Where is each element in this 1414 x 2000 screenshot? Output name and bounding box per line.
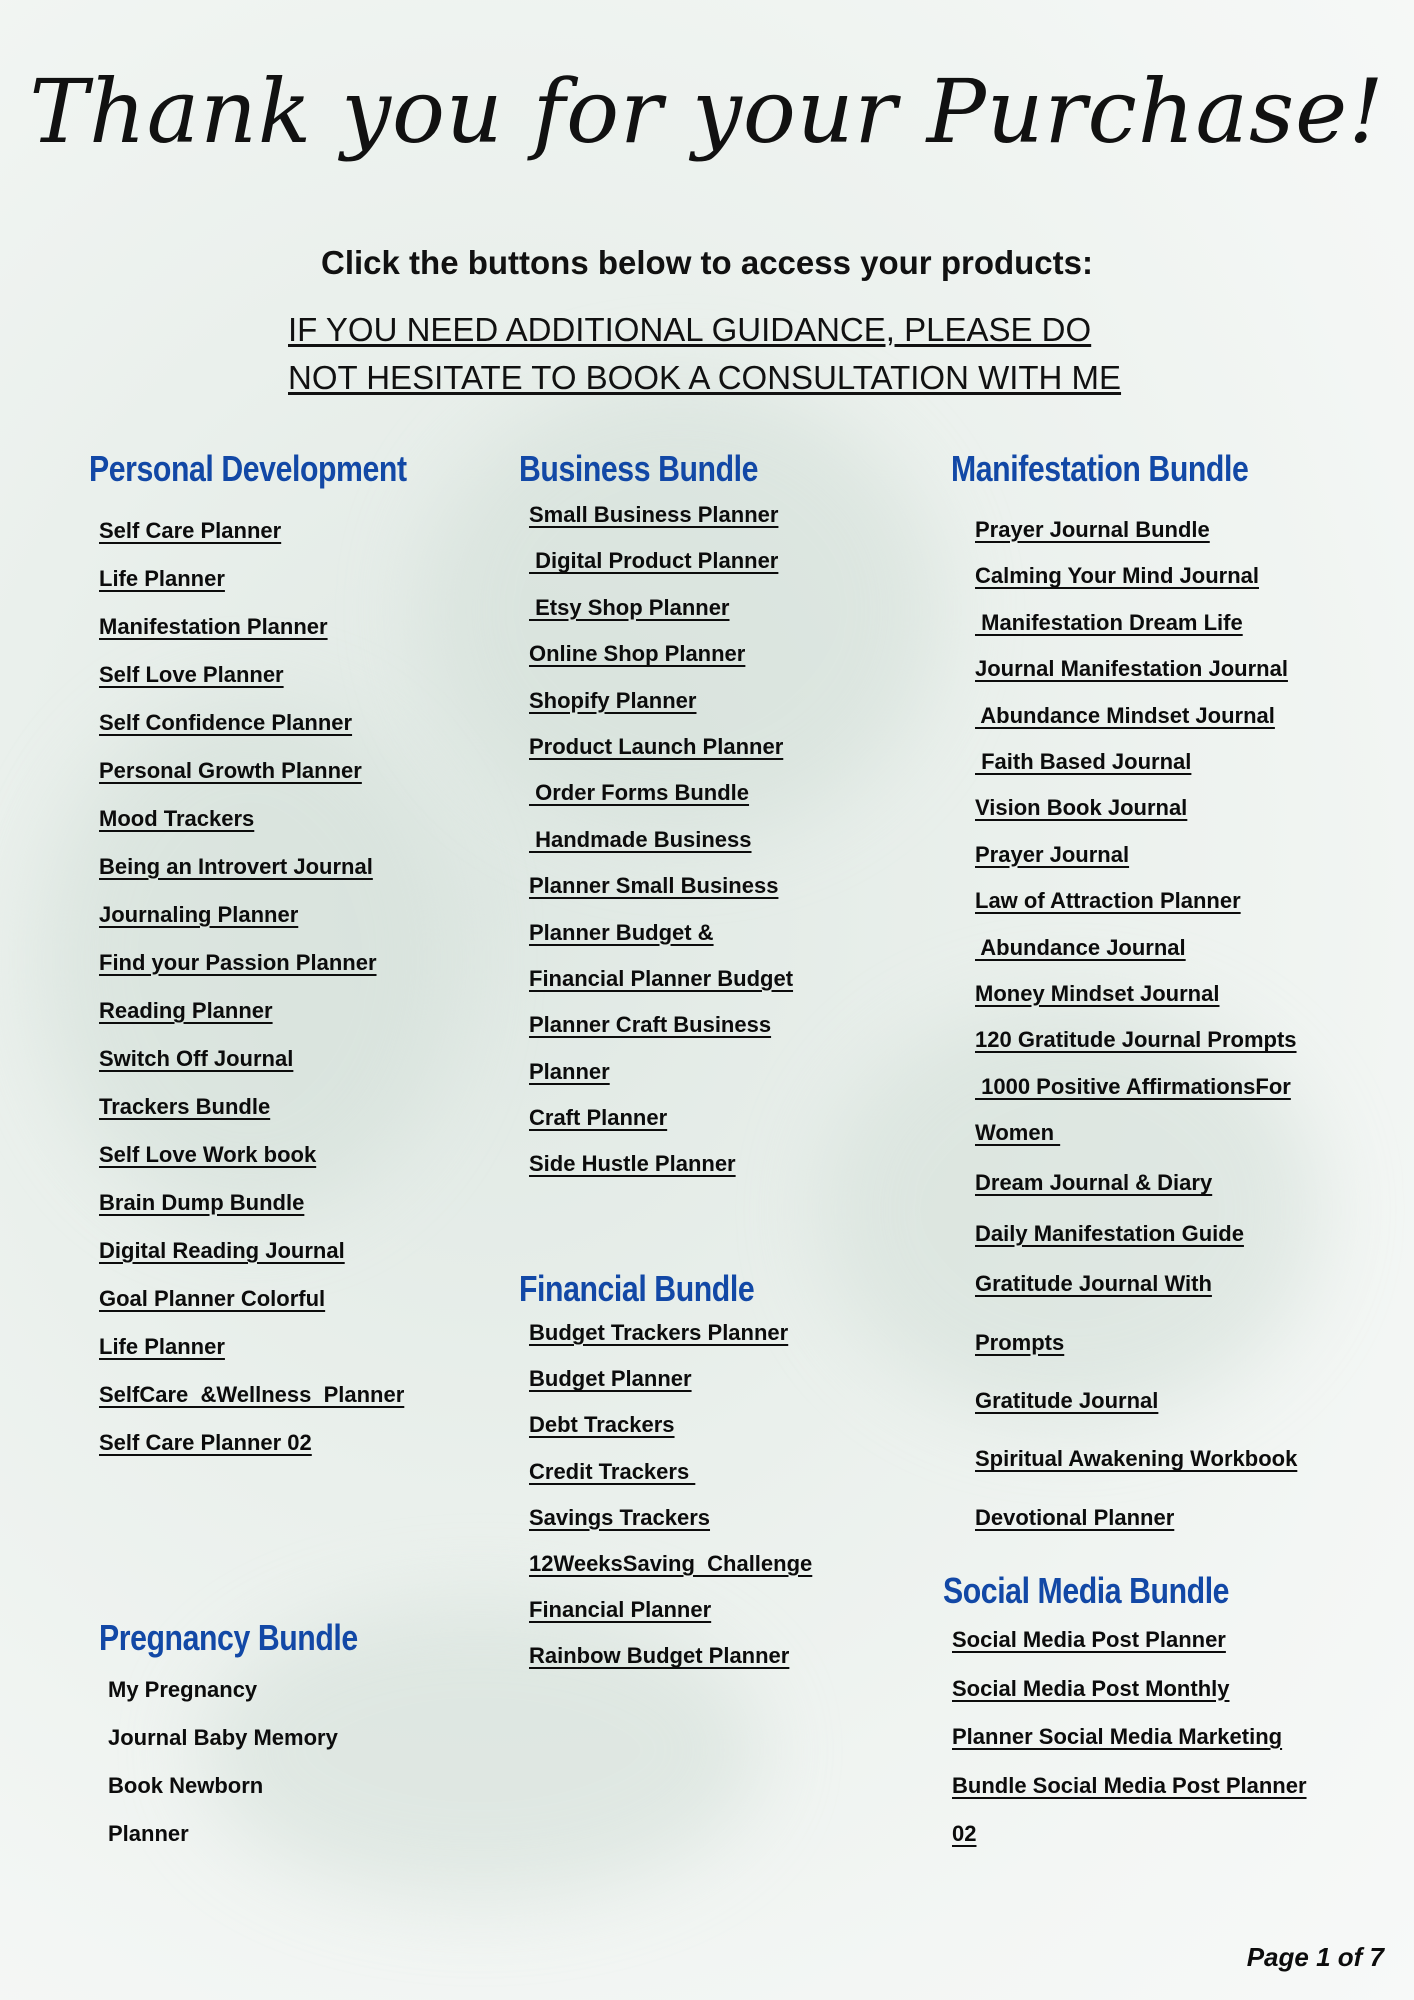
- heading-business-bundle: Business Bundle: [519, 448, 759, 489]
- product-link[interactable]: Financial Planner: [529, 1597, 712, 1623]
- product-link[interactable]: Side Hustle Planner: [529, 1151, 736, 1177]
- product-link[interactable]: Trackers Bundle: [99, 1094, 271, 1119]
- heading-manifestation-bundle: Manifestation Bundle: [951, 448, 1249, 489]
- product-link[interactable]: Shopify Planner: [529, 687, 697, 713]
- product-link[interactable]: Self Love Planner: [99, 662, 284, 687]
- heading-social-media-bundle: Social Media Bundle: [943, 1570, 1230, 1611]
- product-link[interactable]: Being an Introvert Journal: [99, 854, 373, 879]
- product-link[interactable]: 02: [952, 1821, 977, 1846]
- product-link[interactable]: Law of Attraction Planner: [975, 888, 1241, 914]
- page-title: Thank you for your Purchase!: [29, 60, 1385, 163]
- product-link[interactable]: Vision Book Journal: [975, 795, 1188, 821]
- product-link[interactable]: Prayer Journal Bundle: [975, 517, 1210, 542]
- product-label: Journal Baby Memory: [108, 1725, 338, 1750]
- product-link[interactable]: SelfCare &Wellness Planner: [99, 1382, 405, 1407]
- product-link[interactable]: Money Mindset Journal: [975, 980, 1220, 1006]
- product-link[interactable]: Prayer Journal: [975, 841, 1130, 867]
- product-link[interactable]: Budget Planner: [529, 1366, 692, 1392]
- manifestation-bundle-list: [975, 517, 1297, 1551]
- product-link[interactable]: Women: [975, 1120, 1061, 1146]
- product-link[interactable]: 1000 Positive AffirmationsFor: [975, 1073, 1291, 1099]
- financial-bundle-list: [529, 1320, 812, 1690]
- heading-pregnancy-bundle: Pregnancy Bundle: [99, 1617, 358, 1658]
- social-media-bundle-list: [952, 1627, 1307, 1870]
- product-link[interactable]: Journal Manifestation Journal: [975, 656, 1288, 682]
- product-link[interactable]: Order Forms Bundle: [529, 780, 750, 806]
- product-link[interactable]: Social Media Post Planner: [952, 1627, 1226, 1652]
- product-link[interactable]: Life Planner: [99, 1334, 225, 1359]
- product-link[interactable]: Planner Budget &: [529, 919, 714, 945]
- product-link[interactable]: Find your Passion Planner: [99, 950, 377, 975]
- product-link[interactable]: Switch Off Journal: [99, 1046, 294, 1071]
- product-link[interactable]: Devotional Planner: [975, 1504, 1175, 1530]
- product-link[interactable]: Online Shop Planner: [529, 641, 746, 667]
- product-link[interactable]: Digital Reading Journal: [99, 1238, 345, 1263]
- product-link[interactable]: Manifestation Planner: [99, 614, 328, 639]
- product-link[interactable]: Self Care Planner 02: [99, 1430, 312, 1455]
- product-link[interactable]: Financial Planner Budget: [529, 965, 794, 991]
- heading-financial-bundle: Financial Bundle: [519, 1268, 755, 1309]
- product-link[interactable]: Personal Growth Planner: [99, 758, 362, 783]
- product-link[interactable]: Etsy Shop Planner: [529, 594, 730, 620]
- product-link[interactable]: Gratitude Journal With: [975, 1271, 1212, 1297]
- business-bundle-list: [529, 502, 793, 1198]
- page-indicator: Page 1 of 7: [1246, 1942, 1384, 1972]
- product-link[interactable]: Dream Journal & Diary: [975, 1170, 1213, 1196]
- product-link[interactable]: Savings Trackers: [529, 1504, 711, 1530]
- product-link[interactable]: Abundance Journal: [975, 934, 1186, 960]
- product-link[interactable]: Product Launch Planner: [529, 733, 784, 759]
- product-link[interactable]: Faith Based Journal: [975, 748, 1192, 774]
- product-link[interactable]: Craft Planner: [529, 1105, 668, 1131]
- product-link[interactable]: Manifestation Dream Life: [975, 609, 1243, 635]
- product-link[interactable]: Handmade Business: [529, 826, 752, 852]
- product-link[interactable]: Planner Social Media Marketing: [952, 1724, 1283, 1749]
- product-link[interactable]: Planner: [529, 1058, 610, 1084]
- product-link[interactable]: Self Love Work book: [99, 1142, 317, 1167]
- product-link[interactable]: Prompts: [975, 1329, 1065, 1355]
- product-link[interactable]: 120 Gratitude Journal Prompts: [975, 1027, 1297, 1053]
- product-link[interactable]: Debt Trackers: [529, 1412, 675, 1438]
- product-link[interactable]: Daily Manifestation Guide: [975, 1220, 1244, 1246]
- product-link[interactable]: Journaling Planner: [99, 902, 299, 927]
- product-link[interactable]: Small Business Planner: [529, 502, 779, 527]
- product-link[interactable]: Rainbow Budget Planner: [529, 1643, 790, 1669]
- product-link[interactable]: 12WeeksSaving Challenge: [529, 1550, 813, 1576]
- product-link[interactable]: Spiritual Awakening Workbook: [975, 1446, 1298, 1472]
- product-link[interactable]: Budget Trackers Planner: [529, 1320, 789, 1345]
- heading-personal-development: Personal Development: [89, 448, 407, 489]
- product-link[interactable]: Gratitude Journal: [975, 1388, 1159, 1414]
- product-link[interactable]: Mood Trackers: [99, 806, 255, 831]
- product-link[interactable]: Self Confidence Planner: [99, 710, 353, 735]
- product-link[interactable]: Bundle Social Media Post Planner: [952, 1772, 1307, 1798]
- product-link[interactable]: Reading Planner: [99, 998, 273, 1023]
- product-link[interactable]: Calming Your Mind Journal: [975, 563, 1259, 589]
- product-link[interactable]: Self Care Planner: [99, 518, 282, 543]
- product-label: My Pregnancy: [108, 1677, 258, 1702]
- product-link[interactable]: Abundance Mindset Journal: [975, 702, 1275, 728]
- pregnancy-bundle-list: [108, 1677, 338, 1869]
- product-label: Book Newborn: [108, 1773, 264, 1798]
- personal-development-list: [99, 518, 404, 1478]
- consultation-link[interactable]: IF YOU NEED ADDITIONAL GUIDANCE, PLEASE DO NOT HESITATE TO BOOK A CONSULTATION WITH ME: [288, 311, 1122, 396]
- product-link[interactable]: Planner Small Business: [529, 873, 779, 899]
- product-link[interactable]: Social Media Post Monthly: [952, 1675, 1230, 1701]
- subtitle: Click the buttons below to access your products:: [321, 244, 1093, 281]
- product-link[interactable]: Brain Dump Bundle: [99, 1190, 305, 1215]
- product-link[interactable]: Planner Craft Business: [529, 1012, 772, 1038]
- product-link[interactable]: Life Planner: [99, 566, 225, 591]
- product-link[interactable]: Goal Planner Colorful: [99, 1286, 326, 1311]
- product-link[interactable]: Credit Trackers: [529, 1458, 696, 1484]
- product-link[interactable]: Digital Product Planner: [529, 548, 779, 574]
- product-label: Planner: [108, 1821, 189, 1846]
